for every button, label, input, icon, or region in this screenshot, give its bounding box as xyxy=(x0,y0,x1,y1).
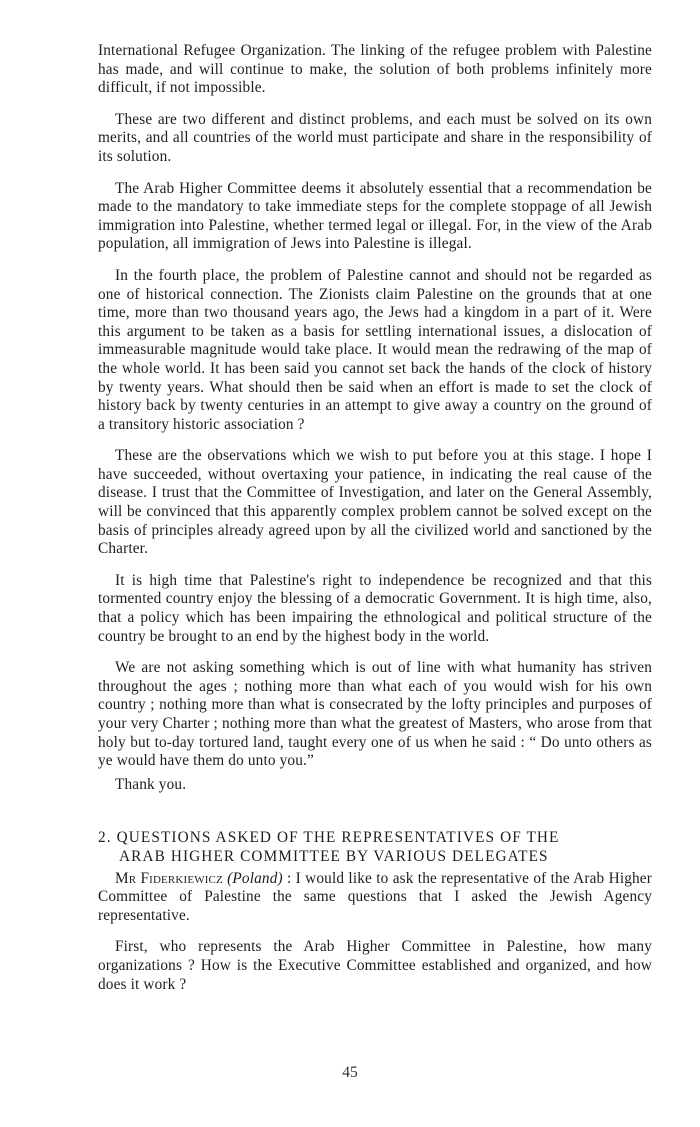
speaker-text: I would like to ask the representative of the Arab Higher Committee of Palestine the same questions that I asked the Jewish Agency representative. xyxy=(98,869,652,924)
paragraph-independence: It is high time that Palestine's right to independence be recognized and that this tormented country enjoy the blessing of a democratic Government. It is high time, also, that a policy which has been impairing the ethnological and political structure of the country be brought to an end by the highest body in the world. xyxy=(98,571,652,645)
speaker-name: Mr Fiderkiewicz xyxy=(115,869,223,887)
question-paragraph: First, who represents the Arab Higher Committee in Palestine, how many organizations ? How is the Executive Committee established and organized, and how does it work ? xyxy=(98,938,652,993)
page-number: 45 xyxy=(342,1064,358,1081)
paragraph-historical-connection: In the fourth place, the problem of Palestine cannot and should not be regarded as one of historical connection. The Zionists claim Palestine on the grounds that at one time, more than two thousand years ago, the Jews had a kingdom in a part of it. Were this argument to be taken as a basis for settling international issues, a dislocation of immeasurable magnitude would take place. It would mean the redrawing of the map of the whole world. It has been said you cannot set back the hands of the clock of history by twenty years. What should then be said when an effort is made to set the clock of history back by twenty centuries in an attempt to give away a country on the ground of a transitory historic association ? xyxy=(98,266,652,433)
section-heading xyxy=(98,829,652,866)
speaker-paragraph xyxy=(98,870,652,926)
document-page xyxy=(98,42,652,1007)
paragraph-distinct-problems: These are two different and distinct problems, and each must be solved on its own merits, and all countries of the world must participate and share in the responsibility of its solution. xyxy=(98,110,652,165)
speaker-colon: : xyxy=(282,869,292,887)
section-heading-line-2: ARAB HIGHER COMMITTEE BY VARIOUS DELEGATES xyxy=(119,847,549,865)
closing-line: Thank you. xyxy=(115,775,187,793)
paragraph-observations: These are the observations which we wish to put before you at this stage. I hope I have succeeded, without overtaxing your patience, in indicating the real cause of the disease. I trust that the Committee of Investigation, and later on the General Assembly, will be convinced that this apparently complex problem cannot be solved except on the basis of principles already agreed upon by all the civilized world and sanctioned by the Charter. xyxy=(98,447,652,558)
paragraph-refugee-organization: International Refugee Organization. The linking of the refugee problem with Palestine has made, and will continue to make, the solution of both problems infinitely more difficult, if not impossible. xyxy=(98,42,652,97)
paragraph-humanity: We are not asking something which is out of line with what humanity has striven throughout the ages ; nothing more than what each of you would wish for his own country ; nothing more than what is consecrated by the lofty principles and purposes of your very Charter ; nothing more than what the greatest of Masters, who arose from that holy but to-day tortured land, taught every one of us when he said : “ Do unto others as ye would have them do unto you.” xyxy=(98,659,652,770)
speaker-country: (Poland) xyxy=(227,869,283,887)
section-heading-line-1: 2. QUESTIONS ASKED OF THE REPRESENTATIVES OF THE xyxy=(98,829,560,847)
paragraph-immigration-stoppage: The Arab Higher Committee deems it absolutely essential that a recommendation be made to the mandatory to take immediate steps for the complete stoppage of all Jewish immigration into Palestine, whether termed legal or illegal. For, in the view of the Arab population, all immigration of Jews into Palestine is illegal. xyxy=(98,179,652,253)
